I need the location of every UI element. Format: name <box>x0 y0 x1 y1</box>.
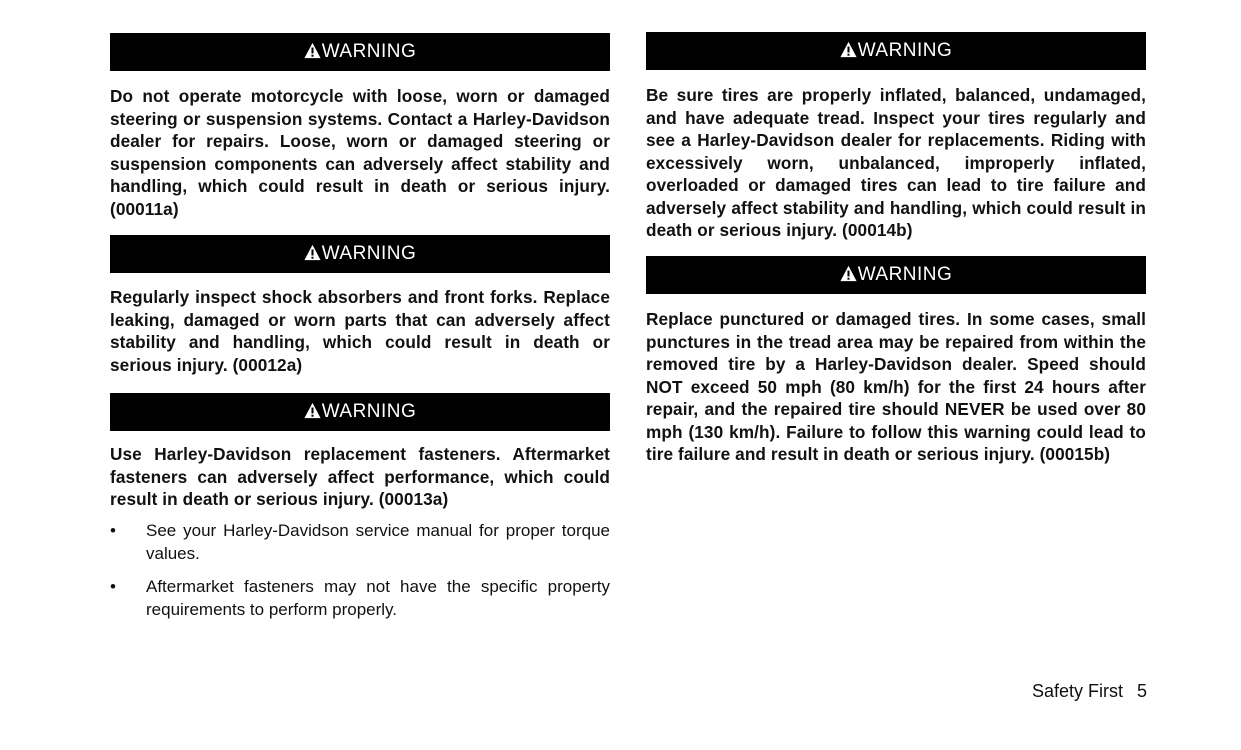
warning-label: WARNING <box>321 41 417 62</box>
warning-banner-4 <box>646 32 1146 70</box>
list-item <box>110 520 610 565</box>
list-item <box>110 576 610 621</box>
bullet-text: Aftermarket fasteners may not have the specific property requirements to perform properly. <box>146 577 610 619</box>
warning-banner-1 <box>110 33 610 71</box>
warning-label: WARNING <box>857 40 953 61</box>
page-footer <box>1032 681 1147 702</box>
warning-label: WARNING <box>321 243 417 264</box>
warning-triangle-icon <box>840 265 857 282</box>
warning-text-1: Do not operate motorcycle with loose, worn or damaged steering or suspension systems. Contact a Harley-Davidson dealer for repairs. Loose, worn or damaged steering or suspension components can adversely affect stability and handling, which could result in death or serious injury. (00011a) <box>110 86 610 219</box>
warning-triangle-icon <box>304 402 321 419</box>
warning-banner-5 <box>646 256 1146 294</box>
warning-banner-3 <box>110 393 610 431</box>
warning-label: WARNING <box>857 264 953 285</box>
warning-triangle-icon <box>304 42 321 59</box>
warning-label: WARNING <box>321 401 417 422</box>
warning-text-5: Replace punctured or damaged tires. In some cases, small punctures in the tread area may be repaired from within the removed tire by a Harley-Davidson dealer. Speed should NOT exceed 50 mph (80 km/h) for the first 24 hours after repair, and the repaired tire should NEVER be used over 80 mph (130 km/h). Failure to follow this warning could lead to tire failure and result in death or serious injury. (00015b) <box>646 309 1146 464</box>
bullet-icon: • <box>110 521 116 540</box>
warning-text-2: Regularly inspect shock absorbers and front forks. Replace leaking, damaged or worn parts that can adversely affect stability and handling, which could result in death or serious injury. (00012a) <box>110 287 610 375</box>
warning-banner-2 <box>110 235 610 273</box>
warning-text-4: Be sure tires are properly inflated, balanced, undamaged, and have adequate tread. Inspect your tires regularly and see a Harley-Davidson dealer for replacements. Riding with excessively worn, unbalanced, improperly inflated, overloaded or damaged tires can lead to tire failure and adversely affect stability and handling, which could result in death or serious injury. (00014b) <box>646 85 1146 240</box>
warning-triangle-icon <box>840 41 857 58</box>
bullet-text: See your Harley-Davidson service manual for proper torque values. <box>146 521 610 563</box>
bullet-list <box>110 520 610 632</box>
warning-triangle-icon <box>304 244 321 261</box>
footer-section-title: Safety First <box>1031 681 1123 701</box>
bullet-icon: • <box>110 577 116 596</box>
warning-text-3: Use Harley-Davidson replacement fasteners. Aftermarket fasteners can adversely affect performance, which could result in death or serious injury. (00013a) <box>110 444 610 509</box>
page-number: 5 <box>1136 681 1147 701</box>
